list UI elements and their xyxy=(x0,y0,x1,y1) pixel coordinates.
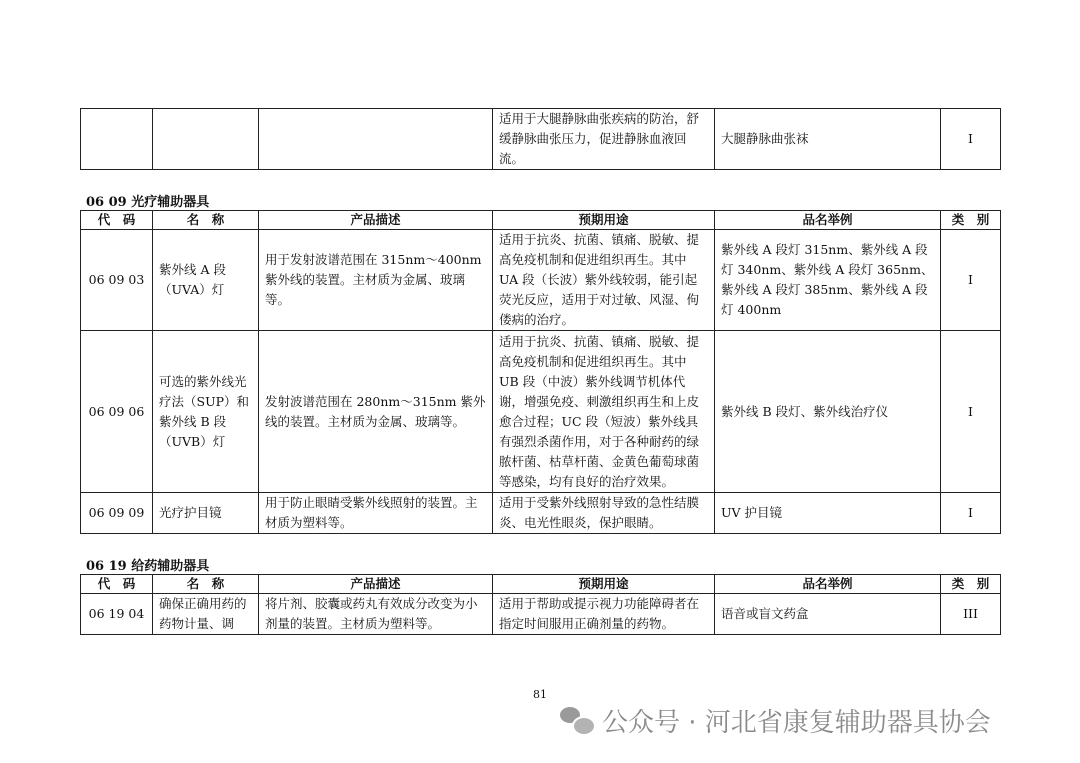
header-name: 名 称 xyxy=(153,211,259,230)
code-cell: 06 09 06 xyxy=(81,331,153,493)
table-row xyxy=(81,493,1001,534)
table-row xyxy=(81,594,1001,635)
description-cell: 用于防止眼睛受紫外线照射的装置。主材质为塑料等。 xyxy=(259,493,493,534)
category-cell: I xyxy=(941,331,1001,493)
medication-aids-table xyxy=(80,574,1001,635)
intended-use-cell: 适用于帮助或提示视力功能障碍者在指定时间服用正确剂量的药物。 xyxy=(493,594,715,635)
name-cell: 光疗护目镜 xyxy=(153,493,259,534)
section-title: 06 09 光疗辅助器具 xyxy=(86,195,210,210)
examples-cell: 语音或盲文药盒 xyxy=(715,594,941,635)
examples-cell: UV 护目镜 xyxy=(715,493,941,534)
intended-use-cell: 适用于抗炎、抗菌、镇痛、脱敏、提高免疫机制和促进组织再生。其中 UA 段（长波）紫外线较弱，能引起荧光反应，适用于对过敏、风湿、佝偻病的治疗。 xyxy=(493,230,715,331)
header-code: 代 码 xyxy=(81,575,153,594)
header-category: 类 别 xyxy=(941,575,1001,594)
description-cell xyxy=(259,109,493,170)
name-cell: 紫外线 A 段（UVA）灯 xyxy=(153,230,259,331)
table-row xyxy=(81,230,1001,331)
light-therapy-table xyxy=(80,210,1001,534)
intended-use-cell: 适用于大腿静脉曲张疾病的防治，舒缓静脉曲张压力，促进静脉血液回流。 xyxy=(493,109,715,170)
header-examples: 品名举例 xyxy=(715,211,941,230)
intended-use-cell: 适用于抗炎、抗菌、镇痛、脱敏、提高免疫机制和促进组织再生。其中 UB 段（中波）紫外线调节机体代谢，增强免疫、刺激组织再生和上皮愈合过程；UC 段（短波）紫外线具有强烈杀菌作用，对于各种耐药的绿脓杆菌、枯草杆菌、金黄色葡萄球菌等感染，均有良好的治疗效果。 xyxy=(493,331,715,493)
page-number: 81 xyxy=(533,688,547,701)
code-cell: 06 09 03 xyxy=(81,230,153,331)
table-row xyxy=(81,331,1001,493)
description-cell: 用于发射波谱范围在 315nm～400nm 紫外线的装置。主材质为金属、玻璃等。 xyxy=(259,230,493,331)
category-cell: I xyxy=(941,230,1001,331)
header-examples: 品名举例 xyxy=(715,575,941,594)
intended-use-cell: 适用于受紫外线照射导致的急性结膜炎、电光性眼炎，保护眼睛。 xyxy=(493,493,715,534)
header-name: 名 称 xyxy=(153,575,259,594)
code-cell: 06 19 04 xyxy=(81,594,153,635)
description-cell: 发射波谱范围在 280nm～315nm 紫外线的装置。主材质为金属、玻璃等。 xyxy=(259,331,493,493)
name-cell xyxy=(153,109,259,170)
header-category: 类 别 xyxy=(941,211,1001,230)
wechat-icon xyxy=(560,705,592,735)
header-row xyxy=(81,211,1001,230)
header-intended-use: 预期用途 xyxy=(493,211,715,230)
description-cell: 将片剂、胶囊或药丸有效成分改变为小剂量的装置。主材质为塑料等。 xyxy=(259,594,493,635)
code-cell: 06 09 09 xyxy=(81,493,153,534)
examples-cell: 紫外线 A 段灯 315nm、紫外线 A 段灯 340nm、紫外线 A 段灯 365nm、紫外线 A 段灯 385nm、紫外线 A 段灯 400nm xyxy=(715,230,941,331)
examples-cell: 大腿静脉曲张袜 xyxy=(715,109,941,170)
header-code: 代 码 xyxy=(81,211,153,230)
header-description: 产品描述 xyxy=(259,575,493,594)
header-description: 产品描述 xyxy=(259,211,493,230)
watermark-text: 公众号 · 河北省康复辅助器具协会 xyxy=(602,707,991,738)
category-cell: III xyxy=(941,594,1001,635)
name-cell: 确保正确用药的药物计量、调 xyxy=(153,594,259,635)
watermark xyxy=(560,700,991,740)
examples-cell: 紫外线 B 段灯、紫外线治疗仪 xyxy=(715,331,941,493)
code-cell xyxy=(81,109,153,170)
category-cell: I xyxy=(941,109,1001,170)
section-title: 06 19 给药辅助器具 xyxy=(86,559,210,574)
header-intended-use: 预期用途 xyxy=(493,575,715,594)
category-cell: I xyxy=(941,493,1001,534)
table-row xyxy=(81,109,1001,170)
continuation-table xyxy=(80,108,1001,170)
name-cell: 可选的紫外线光疗法（SUP）和紫外线 B 段（UVB）灯 xyxy=(153,331,259,493)
header-row xyxy=(81,575,1001,594)
